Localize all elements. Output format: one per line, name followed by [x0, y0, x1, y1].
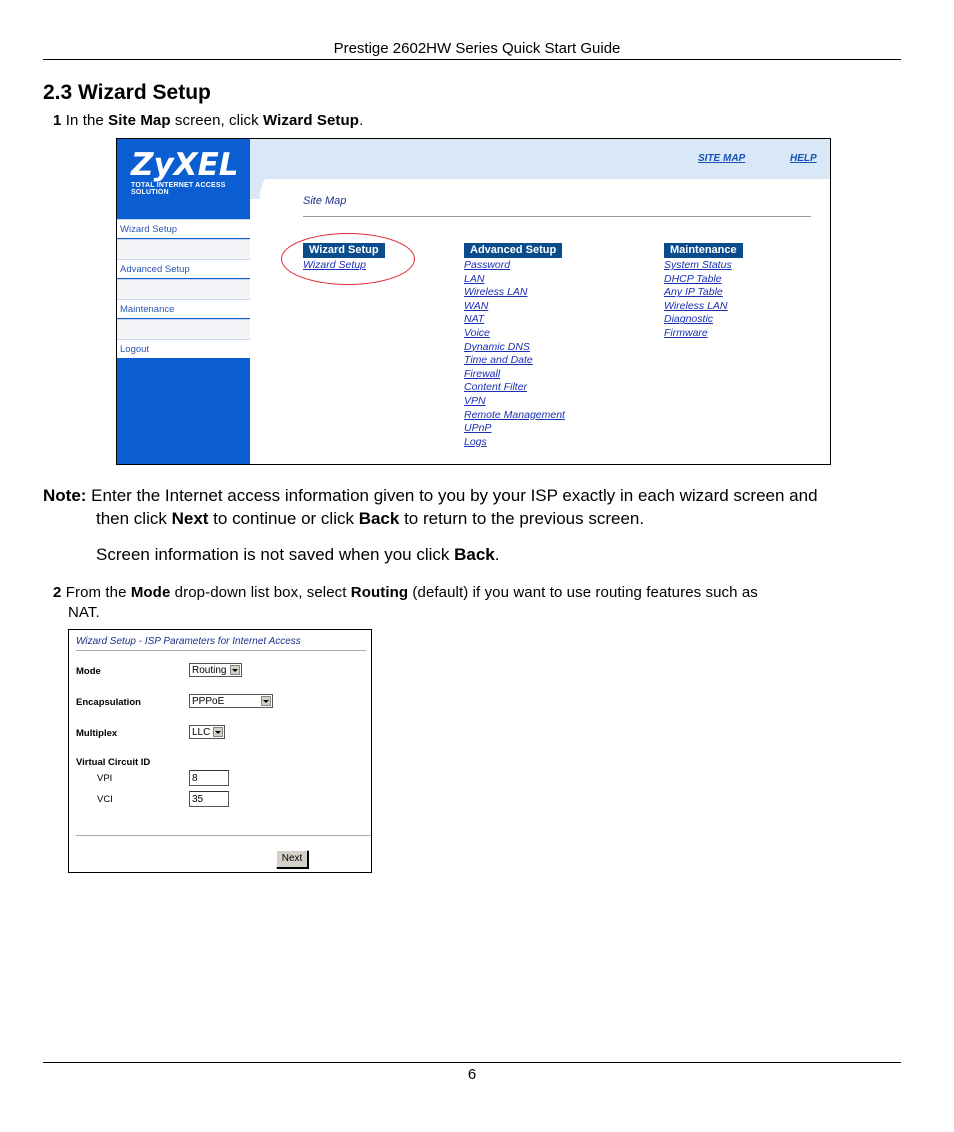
site-map-screenshot — [116, 138, 831, 465]
vpi-input[interactable]: 8 — [189, 770, 229, 786]
header-rule — [43, 59, 901, 60]
sidebar-item-advanced-setup[interactable]: Advanced Setup — [117, 259, 250, 278]
note-bold: Next — [171, 509, 209, 528]
step-1-text — [53, 112, 363, 129]
sidebar-spacer — [117, 239, 250, 259]
vpi-label: VPI — [97, 773, 113, 784]
link-upnp[interactable]: UPnP — [464, 422, 492, 435]
wizard-title: Wizard Setup - ISP Parameters for Internet Access — [76, 636, 301, 647]
virtual-circuit-label: Virtual Circuit ID — [76, 757, 151, 768]
note-text: Enter the Internet access information given to you by your ISP exactly in each wizard screen and — [86, 486, 818, 505]
step-2-text — [53, 584, 758, 601]
sidebar-item-maintenance[interactable]: Maintenance — [117, 299, 250, 318]
column-head-advanced-setup: Advanced Setup — [464, 243, 562, 258]
link-diagnostic[interactable]: Diagnostic — [664, 313, 714, 326]
note-text: to return to the previous screen. — [399, 509, 645, 528]
link-wizard-setup[interactable]: Wizard Setup — [303, 259, 366, 271]
footer-rule — [43, 1062, 901, 1063]
dropdown-arrow-icon — [230, 665, 240, 675]
encapsulation-label: Encapsulation — [76, 697, 141, 708]
step-number: 1 — [53, 112, 62, 129]
dropdown-arrow-icon — [213, 727, 223, 737]
link-dynamic-dns[interactable]: Dynamic DNS — [464, 340, 530, 353]
link-firmware[interactable]: Firmware — [664, 326, 708, 339]
link-system-status[interactable]: System Status — [664, 259, 732, 271]
step-bold: Wizard Setup — [262, 112, 360, 129]
link-wan[interactable]: WAN — [464, 299, 489, 312]
help-link[interactable]: HELP — [790, 153, 817, 164]
wizard-bottom-rule — [76, 835, 371, 836]
site-map-title: Site Map — [303, 195, 347, 207]
link-nat[interactable]: NAT — [464, 313, 485, 326]
note-label: Note: — [43, 486, 87, 505]
link-wireless-lan-maint[interactable]: Wireless LAN — [664, 299, 728, 312]
column-head-maintenance: Maintenance — [664, 243, 743, 258]
sidebar-item-wizard-setup[interactable]: Wizard Setup — [117, 219, 250, 238]
wizard-title-rule — [76, 650, 366, 651]
highlight-ellipse — [281, 233, 415, 285]
note-bold: Back — [454, 545, 495, 564]
link-voice[interactable]: Voice — [464, 326, 490, 339]
next-button[interactable]: Next — [276, 850, 308, 868]
step-number: 2 — [53, 584, 62, 601]
encapsulation-select[interactable] — [189, 694, 273, 708]
note-line-1 — [43, 484, 818, 508]
multiplex-label: Multiplex — [76, 728, 118, 739]
encapsulation-select-value: PPPoE — [192, 696, 225, 707]
link-content-filter[interactable]: Content Filter — [464, 381, 528, 394]
page-number: 6 — [467, 1066, 477, 1083]
link-vpn[interactable]: VPN — [464, 394, 486, 407]
link-time-and-date[interactable]: Time and Date — [464, 354, 533, 367]
logo-tagline: TOTAL INTERNET ACCESS SOLUTION — [131, 182, 226, 196]
sidebar-item-logout[interactable]: Logout — [117, 339, 250, 358]
note-text: . — [494, 545, 500, 564]
note-line-3 — [96, 543, 500, 567]
note-text: then click — [96, 509, 172, 528]
top-bar-curve — [250, 159, 830, 199]
note-line-2 — [96, 507, 644, 531]
mode-select[interactable] — [189, 663, 242, 677]
running-header: Prestige 2602HW Series Quick Start Guide — [333, 40, 621, 57]
note-text: to continue or click — [208, 509, 359, 528]
vci-input[interactable]: 35 — [189, 791, 229, 807]
column-head-wizard-setup: Wizard Setup — [303, 243, 385, 258]
wizard-screenshot — [68, 629, 372, 873]
link-password[interactable]: Password — [464, 259, 511, 271]
step-text: screen, click — [170, 112, 263, 129]
mode-select-value: Routing — [192, 665, 227, 676]
vci-label: VCI — [97, 794, 113, 805]
sidebar-spacer — [117, 319, 250, 339]
link-dhcp-table[interactable]: DHCP Table — [664, 272, 722, 285]
advanced-setup-links — [464, 259, 565, 449]
maintenance-links — [664, 259, 732, 341]
step-bold: Site Map — [108, 112, 171, 129]
step-bold: Routing — [350, 584, 409, 601]
link-remote-management[interactable]: Remote Management — [464, 408, 565, 421]
link-logs[interactable]: Logs — [464, 435, 487, 448]
site-map-rule — [303, 216, 811, 217]
link-wireless-lan[interactable]: Wireless LAN — [464, 286, 528, 299]
step-text: From the — [65, 584, 131, 601]
step-2-text-line-2: NAT. — [68, 604, 100, 621]
link-firewall[interactable]: Firewall — [464, 367, 501, 380]
mode-label: Mode — [76, 666, 101, 677]
step-text: drop-down list box, select — [170, 584, 351, 601]
note-bold: Back — [358, 509, 400, 528]
link-any-ip-table[interactable]: Any IP Table — [664, 286, 723, 299]
section-title: 2.3 Wizard Setup — [43, 81, 211, 104]
step-text: . — [359, 112, 364, 129]
step-text: In the — [65, 112, 109, 129]
sidebar-spacer — [117, 279, 250, 299]
link-lan[interactable]: LAN — [464, 272, 485, 285]
multiplex-select[interactable] — [189, 725, 225, 739]
dropdown-arrow-icon — [261, 696, 271, 706]
step-bold: Mode — [130, 584, 171, 601]
zyxel-logo: ZyXEL — [131, 147, 239, 183]
multiplex-select-value: LLC — [192, 727, 211, 738]
logo-area — [117, 139, 250, 219]
site-map-link[interactable]: SITE MAP — [698, 153, 746, 164]
note-text: Screen information is not saved when you click — [96, 545, 455, 564]
step-text: (default) if you want to use routing features such as — [408, 584, 758, 601]
